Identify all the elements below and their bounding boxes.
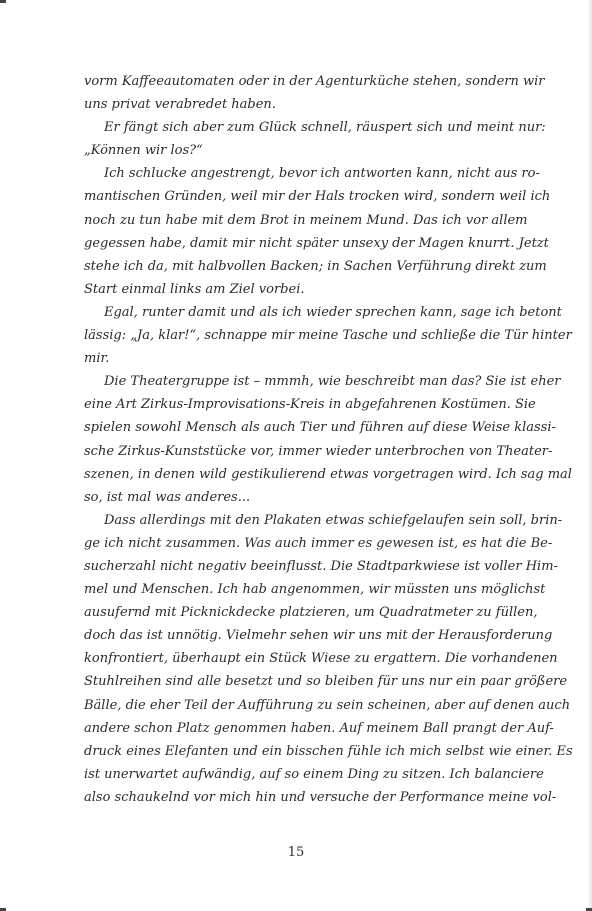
text-line: doch das ist unnötig. Vielmehr sehen wir uns mit der Herausforderung [84, 628, 553, 644]
text-line: noch zu tun habe mit dem Brot in meinem Mund. Das ich vor allem [84, 212, 528, 228]
crop-mark-top-left [0, 0, 6, 3]
text-line: sche Zirkus-Kunststücke vor, immer wieder unterbrochen von Theater- [84, 443, 553, 459]
text-line: szenen, in denen wild gestikulierend etwas vorgetragen wird. Ich sag mal [84, 466, 572, 482]
text-line: lässig: „Ja, klar!“, schnappe mir meine Tasche und schließe die Tür hinter [84, 328, 572, 344]
text-line: so, ist mal was anderes... [84, 489, 251, 505]
text-line: ist unerwartet aufwändig, auf so einem Ding zu sitzen. Ich balanciere [84, 766, 544, 782]
text-line: also schaukelnd vor mich hin und versuche der Performance meine vol- [84, 789, 557, 805]
text-line: Start einmal links am Ziel vorbei. [84, 281, 305, 297]
text-line: eine Art Zirkus-Improvisations-Kreis in abgefahrenen Kostümen. Sie [84, 397, 536, 413]
text-line: Egal, runter damit und als ich wieder sprechen kann, sage ich betont [104, 304, 562, 320]
text-line: sucherzahl nicht negativ beeinflusst. Die Stadtparkwiese ist voller Him- [84, 558, 558, 574]
text-line: uns privat verabredet haben. [84, 97, 276, 113]
text-line: spielen sowohl Mensch als auch Tier und führen auf diese Weise klassi- [84, 420, 556, 436]
text-line: gegessen habe, damit mir nicht später unsexy der Magen knurrt. Jetzt [84, 235, 549, 251]
text-line: mantischen Gründen, weil mir der Hals trocken wird, sondern weil ich [84, 189, 551, 205]
text-line: konfrontiert, überhaupt ein Stück Wiese zu ergattern. Die vorhandenen [84, 651, 558, 667]
text-line: stehe ich da, mit halbvollen Backen; in Sachen Verführung direkt zum [84, 258, 547, 274]
text-line: Die Theatergruppe ist – mmmh, wie beschreibt man das? Sie ist eher [104, 374, 561, 390]
text-line: ausufernd mit Picknickdecke platzieren, um Quadratmeter zu füllen, [84, 605, 538, 621]
text-line: vorm Kaffeeautomaten oder in der Agenturküche stehen, sondern wir [84, 74, 545, 89]
page-edge-shadow [588, 0, 592, 911]
text-line: Dass allerdings mit den Plakaten etwas schiefgelaufen sein soll, brin- [104, 512, 563, 528]
text-line: mir. [84, 351, 110, 367]
text-line: mel und Menschen. Ich hab angenommen, wir müssten uns möglichst [84, 582, 546, 598]
body-text [84, 70, 573, 809]
text-line: „Können wir los?“ [84, 143, 203, 159]
text-line: Bälle, die eher Teil der Aufführung zu sein scheinen, aber auf denen auch [84, 697, 571, 713]
text-line: andere schon Platz genommen haben. Auf meinem Ball prangt der Auf- [84, 720, 554, 736]
text-line: Stuhlreihen sind alle besetzt und so bleiben für uns nur ein paar größere [84, 674, 568, 690]
page-number: 15 [287, 845, 305, 860]
text-line: ge ich nicht zusammen. Was auch immer es gewesen ist, es hat die Be- [84, 535, 553, 551]
text-line: Er fängt sich aber zum Glück schnell, räuspert sich und meint nur: [104, 120, 546, 136]
text-line: Ich schlucke angestrengt, bevor ich antworten kann, nicht aus ro- [104, 166, 540, 182]
text-line: druck eines Elefanten und ein bisschen fühle ich mich selbst wie einer. Es [84, 743, 573, 759]
